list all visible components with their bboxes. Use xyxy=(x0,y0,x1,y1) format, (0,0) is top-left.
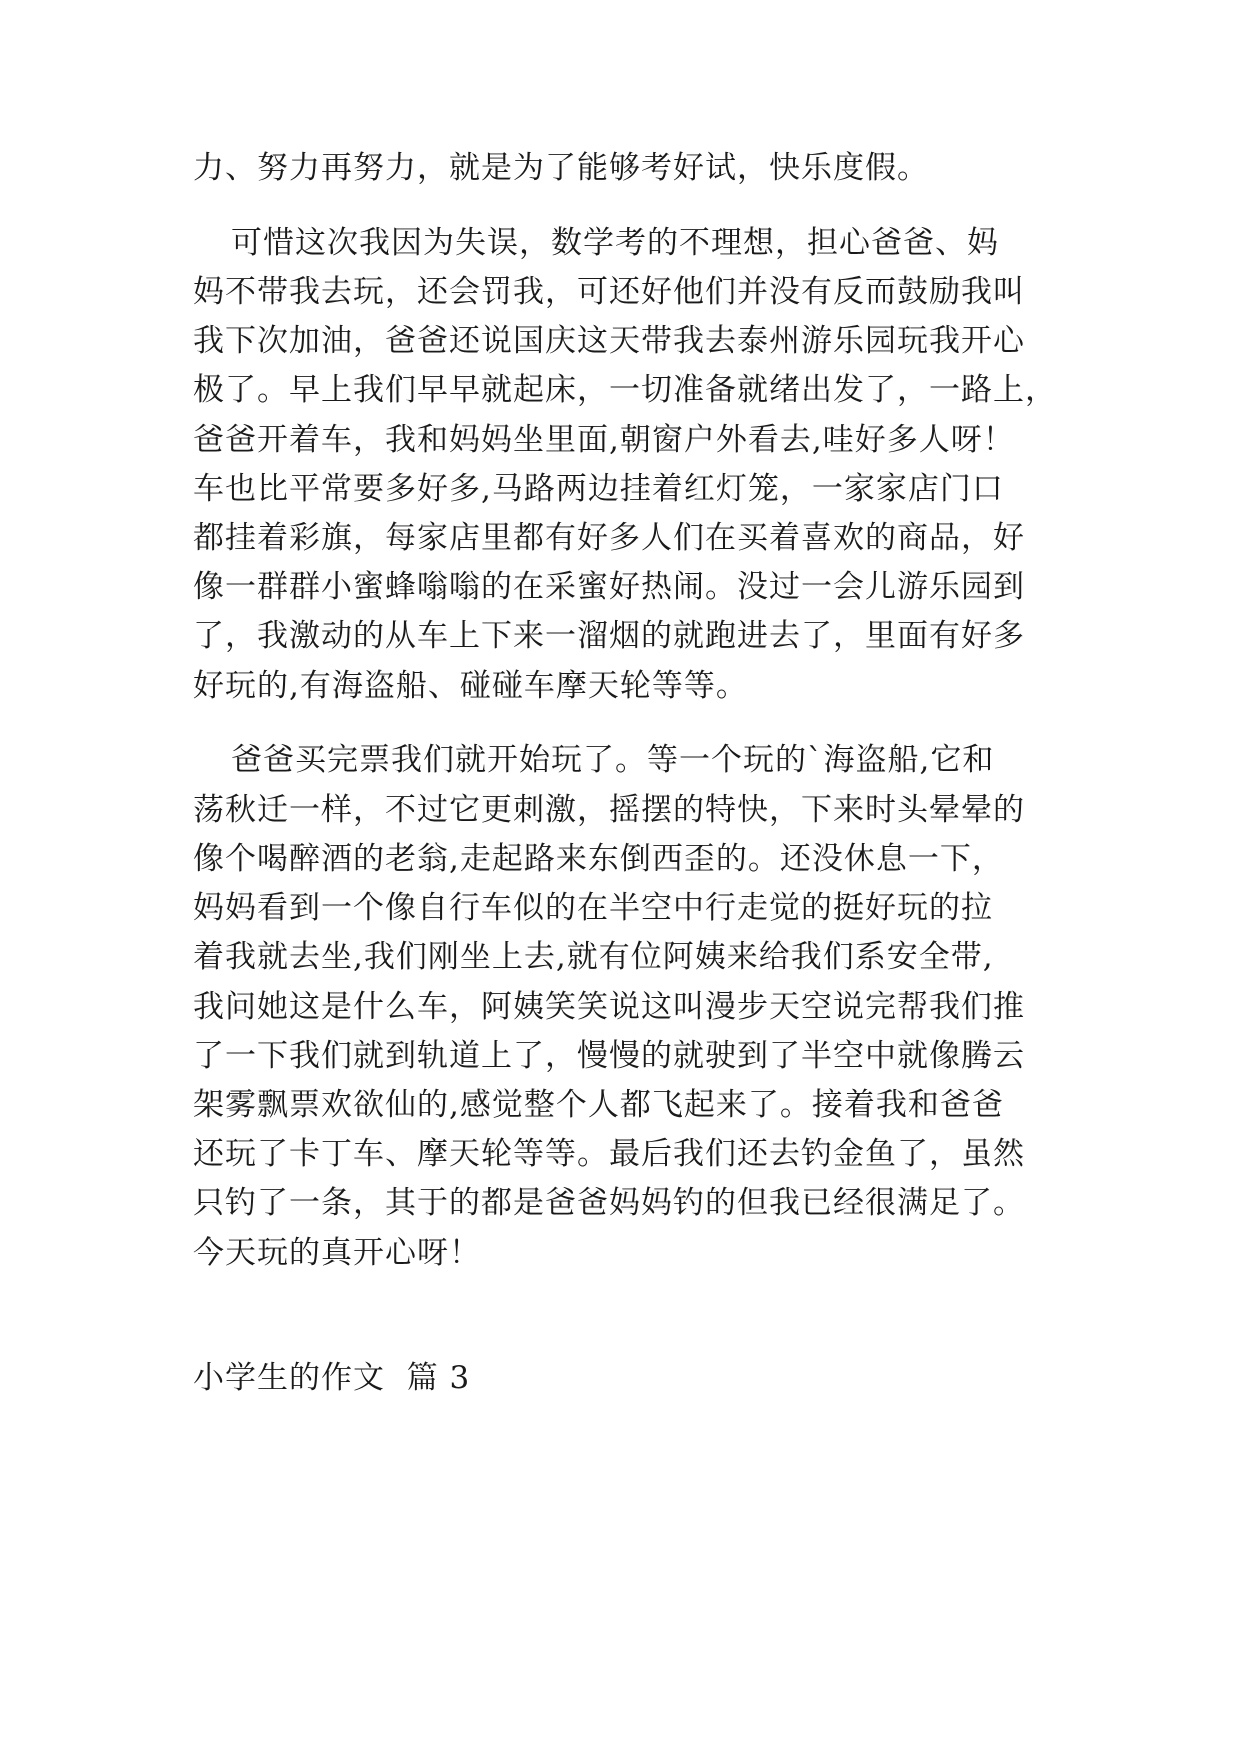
text-line: 妈妈看到一个像自行车似的在半空中行走觉的挺好玩的拉 xyxy=(193,890,993,926)
text-line: 着我就去坐,我们刚坐上去,就有位阿姨来给我们系安全带, xyxy=(193,939,994,975)
text-line: 荡秋迁一样，不过它更刺激，摇摆的特快，下来时头晕晕的 xyxy=(193,792,1025,828)
text-line: 妈不带我去玩，还会罚我，可还好他们并没有反而鼓励我叫 xyxy=(193,274,1025,310)
text-line: 今天玩的真开心呀！ xyxy=(193,1235,481,1271)
text-line: 了一下我们就到轨道上了，慢慢的就驶到了半空中就像腾云 xyxy=(193,1038,1025,1074)
paragraph-start-line: 可惜这次我因为失误，数学考的不理想，担心爸爸、妈 xyxy=(231,225,999,261)
text-line: 像个喝醉酒的老翁,走起路来东倒西歪的。还没休息一下， xyxy=(193,841,1004,877)
text-line: 只钓了一条，其于的都是爸爸妈妈钓的但我已经很满足了。 xyxy=(193,1185,1025,1221)
section-heading: 小学生的作文 篇 3 xyxy=(193,1360,471,1396)
text-line: 像一群群小蜜蜂嗡嗡的在采蜜好热闹。没过一会儿游乐园到 xyxy=(193,569,1025,605)
text-line: 爸爸开着车，我和妈妈坐里面,朝窗户外看去,哇好多人呀！ xyxy=(193,422,1015,458)
text-line: 好玩的,有海盗船、碰碰车摩天轮等等。 xyxy=(193,668,748,704)
text-line: 极了。早上我们早早就起床，一切准备就绪出发了，一路上， xyxy=(193,372,1057,408)
text-line: 还玩了卡丁车、摩天轮等等。最后我们还去钓金鱼了，虽然 xyxy=(193,1136,1025,1172)
text-line: 我下次加油，爸爸还说国庆这天带我去泰州游乐园玩我开心 xyxy=(193,323,1025,359)
text-line: 我问她这是什么车，阿姨笑笑说这叫漫步天空说完帮我们推 xyxy=(193,989,1025,1025)
text-line: 力、努力再努力，就是为了能够考好试，快乐度假。 xyxy=(193,150,929,186)
text-line: 车也比平常要多好多,马路两边挂着红灯笼，一家家店门口 xyxy=(193,471,1004,507)
text-line: 架雾飘票欢欲仙的,感觉整个人都飞起来了。接着我和爸爸 xyxy=(193,1087,1004,1123)
text-line: 都挂着彩旗，每家店里都有好多人们在买着喜欢的商品，好 xyxy=(193,520,1025,556)
text-line: 了，我激动的从车上下来一溜烟的就跑进去了，里面有好多 xyxy=(193,618,1025,654)
paragraph-start-line: 爸爸买完票我们就开始玩了。等一个玩的`海盗船,它和 xyxy=(231,742,995,778)
